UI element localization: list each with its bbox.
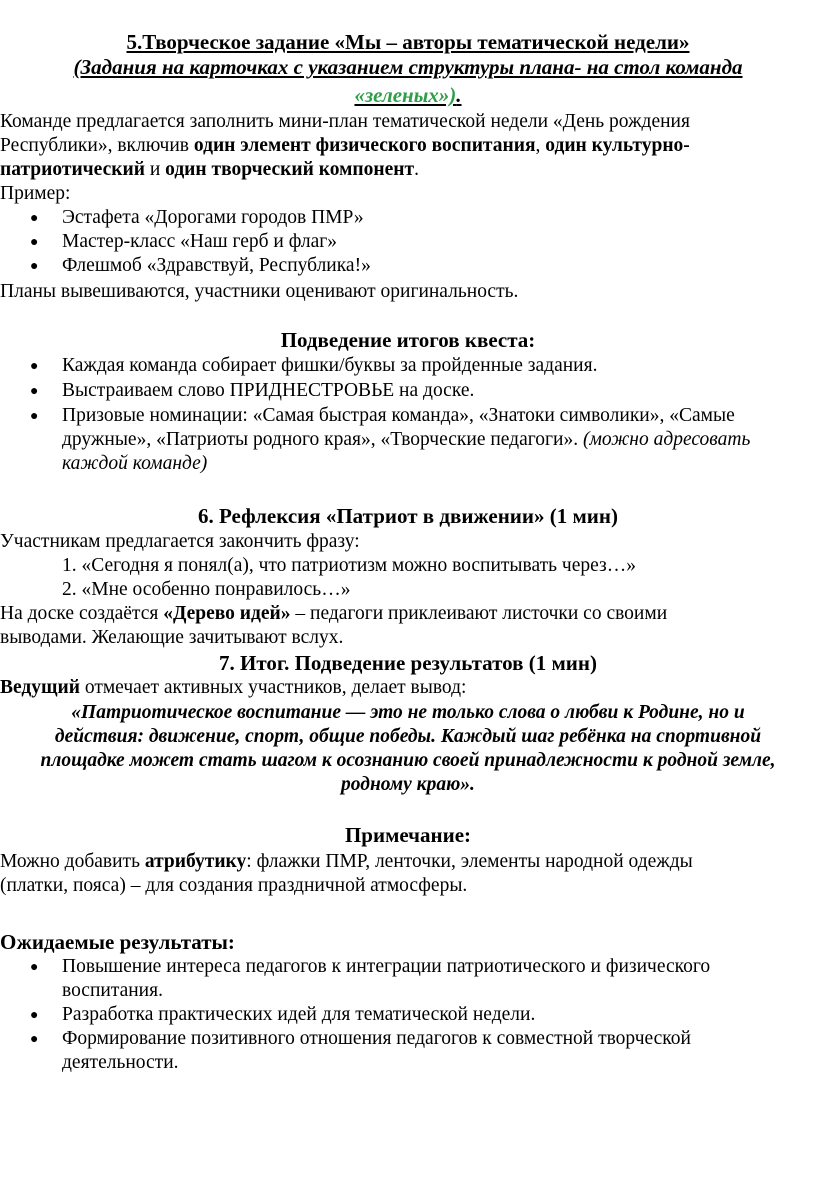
task5-p1-line2	[0, 134, 690, 158]
list-item: Флешмоб «Здравствуй, Республика!»	[62, 255, 371, 276]
results-title: Ожидаемые результаты:	[0, 930, 235, 954]
bullet-dot-icon: ●	[30, 1032, 39, 1047]
text-span: ,	[535, 135, 546, 156]
text-span: дружные», «Патриоты родного края», «Творческие педагоги».	[62, 429, 583, 450]
bold-span: патриотический	[0, 159, 145, 180]
example-label: Пример:	[0, 183, 71, 204]
list-item: Повышение интереса педагогов к интеграции патриотического и физического	[62, 956, 711, 977]
bullet-dot-icon: ●	[30, 235, 39, 250]
bold-span: Ведущий	[0, 677, 80, 698]
text-span: Можно добавить	[0, 851, 145, 872]
list-item: Формирование позитивного отношения педагогов к совместной творческой	[62, 1028, 691, 1049]
task5-p1-line1: Команде предлагается заполнить мини-план тематической недели «День рождения	[0, 111, 690, 132]
bullet-dot-icon: ●	[30, 384, 39, 399]
reflection-title: 6. Рефлексия «Патриот в движении» (1 мин)	[198, 504, 618, 528]
summary-title: 7. Итог. Подведение результатов (1 мин)	[219, 651, 597, 675]
text-span: отмечает активных участников, делает вывод:	[79, 677, 467, 698]
text-span: Республики», включив	[0, 135, 194, 156]
note-line2: (платки, пояса) – для создания праздничной атмосферы.	[0, 875, 468, 896]
task5-title: 5.Творческое задание «Мы – авторы тематической недели»	[126, 30, 690, 54]
italic-span: (можно адресовать	[582, 429, 751, 450]
list-item: Каждая команда собирает фишки/буквы за пройденные задания.	[62, 355, 598, 376]
bullet-dot-icon: ●	[30, 211, 39, 226]
reflection-phrase-2: 2. «Мне особенно понравилось…»	[62, 579, 351, 600]
list-item: Эстафета «Дорогами городов ПМР»	[62, 207, 364, 228]
green-team-label: «зеленых»)	[354, 83, 457, 107]
summary-lead	[0, 676, 466, 700]
bullet-dot-icon: ●	[30, 1008, 39, 1023]
bold-span: атрибутику	[144, 851, 247, 872]
task5-subtitle-cont	[0, 83, 816, 107]
task5-subtitle	[0, 55, 816, 79]
note-line1	[0, 850, 693, 874]
summary-quote-line3: площадке может стать шагом к осознанию своей принадлежности к родной земле,	[40, 750, 776, 771]
reflection-board-line1	[0, 602, 667, 626]
list-item-cont	[62, 428, 750, 452]
task5-closing: Планы вывешиваются, участники оценивают оригинальность.	[0, 281, 519, 302]
summary-quote-line2: действия: движение, спорт, общие победы. Каждый шаг ребёнка на спортивной	[54, 726, 762, 747]
reflection-intro: Участникам предлагается закончить фразу:	[0, 531, 360, 552]
note-title: Примечание:	[344, 823, 472, 847]
summary-quote-line4: родному краю».	[341, 774, 475, 795]
text-span: – педагоги приклеивают листочки со своими	[290, 603, 668, 624]
bold-span: один культурно-	[545, 135, 690, 156]
bullet-dot-icon: ●	[30, 409, 39, 424]
summary-quote-line1: «Патриотическое воспитание — это не только слова о любви к Родине, но и	[71, 702, 745, 723]
bold-span: «Дерево идей»	[163, 603, 291, 624]
bullet-dot-icon: ●	[30, 960, 39, 975]
task5-p1-line3	[0, 158, 419, 182]
text-span: и	[144, 159, 166, 180]
list-item: Разработка практических идей для тематической недели.	[62, 1004, 536, 1025]
list-item-cont: каждой команде)	[62, 453, 208, 474]
list-item: Мастер-класс «Наш герб и флаг»	[62, 231, 338, 252]
reflection-phrase-1: 1. «Сегодня я понял(а), что патриотизм можно воспитывать через…»	[62, 555, 636, 576]
reflection-board-line2: выводами. Желающие зачитывают вслух.	[0, 627, 344, 648]
bullet-dot-icon: ●	[30, 259, 39, 274]
list-item-cont: деятельности.	[62, 1052, 179, 1073]
bold-span: один творческий компонент	[165, 159, 415, 180]
list-item-cont: воспитания.	[62, 980, 163, 1001]
list-item: Призовые номинации: «Самая быстрая команда», «Знатоки символики», «Самые	[62, 405, 735, 426]
bullet-dot-icon: ●	[30, 359, 39, 374]
text-span: На доске создаётся	[0, 603, 164, 624]
text-span: : флажки ПМР, ленточки, элементы народной одежды	[246, 851, 693, 872]
bold-span: один элемент физического воспитания	[193, 135, 536, 156]
quest-title: Подведение итогов квеста:	[280, 328, 536, 352]
task5-subtitle-text: (Задания на карточках с указанием структуры плана- на стол команда	[73, 55, 743, 79]
text-span: .	[414, 159, 419, 180]
list-item: Выстраиваем слово ПРИДНЕСТРОВЬЕ на доске.	[62, 380, 475, 401]
subtitle-dot: .	[456, 83, 462, 107]
